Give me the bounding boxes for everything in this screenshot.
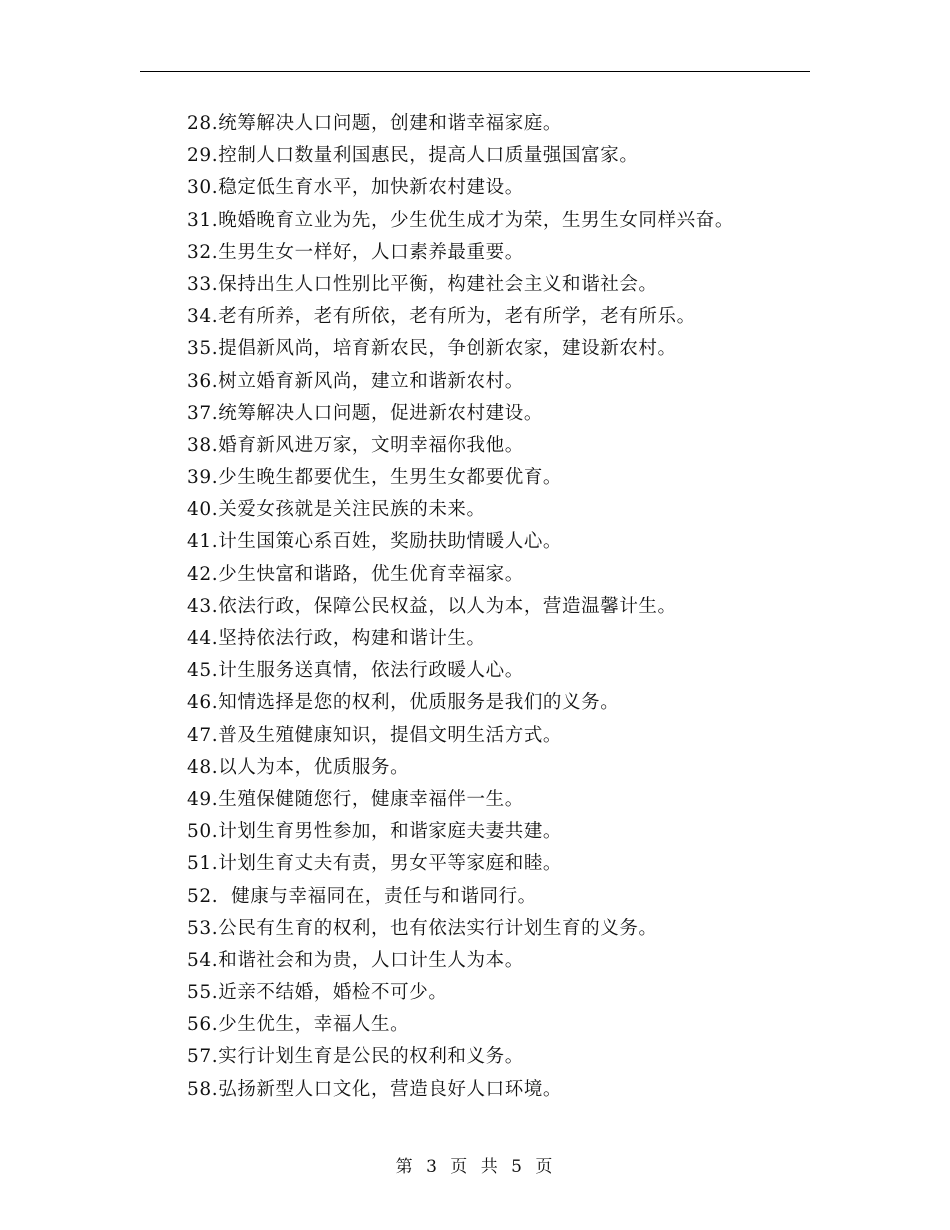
list-item: 42.少生快富和谐路，优生优育幸福家。 [187, 563, 524, 585]
list-item: 44.坚持依法行政，构建和谐计生。 [187, 628, 486, 649]
list-item: 36.树立婚育新风尚，建立和谐新农村。 [187, 370, 524, 392]
list-item: 48.以人为本，优质服务。 [187, 756, 410, 778]
list-item: 45.计生服务送真情，依法行政暖人心。 [187, 660, 524, 682]
list-item: 56.少生优生，幸福人生。 [187, 1014, 410, 1036]
list-item: 37.统筹解决人口问题，促进新农村建设。 [187, 402, 543, 424]
list-item: 41.计生国策心系百姓，奖励扶助情暖人心。 [187, 531, 563, 553]
list-item: 34.老有所养，老有所依，老有所为，老有所学，老有所乐。 [187, 306, 696, 328]
list-item: 40.关爱女孩就是关注民族的未来。 [187, 499, 486, 521]
list-item: 52. 健康与幸福同在，责任与和谐同行。 [187, 885, 537, 907]
list-item: 35.提倡新风尚，培育新农民，争创新农家，建设新农村。 [187, 338, 677, 360]
list-item: 50.计划生育男性参加，和谐家庭夫妻共建。 [187, 821, 563, 843]
page-number: 第 3 页 共 5 页 [395, 1157, 555, 1177]
list-item: 47.普及生殖健康知识，提倡文明生活方式。 [187, 724, 563, 746]
list-item: 31.晚婚晚育立业为先，少生优生成才为荣，生男生女同样兴奋。 [187, 209, 734, 231]
list-item: 38.婚育新风进万家，文明幸福你我他。 [187, 434, 524, 456]
header-rule [140, 71, 810, 72]
list-item: 57.实行计划生育是公民的权利和义务。 [187, 1046, 524, 1068]
list-item: 54.和谐社会和为贵，人口计生人为本。 [187, 949, 524, 971]
list-item: 51.计划生育丈夫有责，男女平等家庭和睦。 [187, 853, 563, 875]
slogan-list [187, 108, 827, 1106]
list-item: 43.依法行政，保障公民权益，以人为本，营造温馨计生。 [187, 595, 677, 617]
list-item: 33.保持出生人口性别比平衡，构建社会主义和谐社会。 [187, 273, 658, 295]
list-item: 53.公民有生育的权利，也有依法实行计划生育的义务。 [187, 917, 658, 939]
list-item: 49.生殖保健随您行，健康幸福伴一生。 [187, 788, 524, 810]
list-item: 28.统筹解决人口问题，创建和谐幸福家庭。 [187, 113, 563, 134]
list-item: 55.近亲不结婚，婚检不可少。 [187, 982, 448, 1004]
list-item: 39.少生晚生都要优生，生男生女都要优育。 [187, 467, 563, 489]
list-item: 58.弘扬新型人口文化，营造良好人口环境。 [187, 1078, 563, 1100]
list-item: 46.知情选择是您的权利，优质服务是我们的义务。 [187, 692, 620, 714]
list-item: 30.稳定低生育水平，加快新农村建设。 [187, 177, 524, 199]
list-item: 29.控制人口数量利国惠民，提高人口质量强国富家。 [187, 145, 639, 167]
list-item: 32.生男生女一样好，人口素养最重要。 [187, 241, 524, 263]
